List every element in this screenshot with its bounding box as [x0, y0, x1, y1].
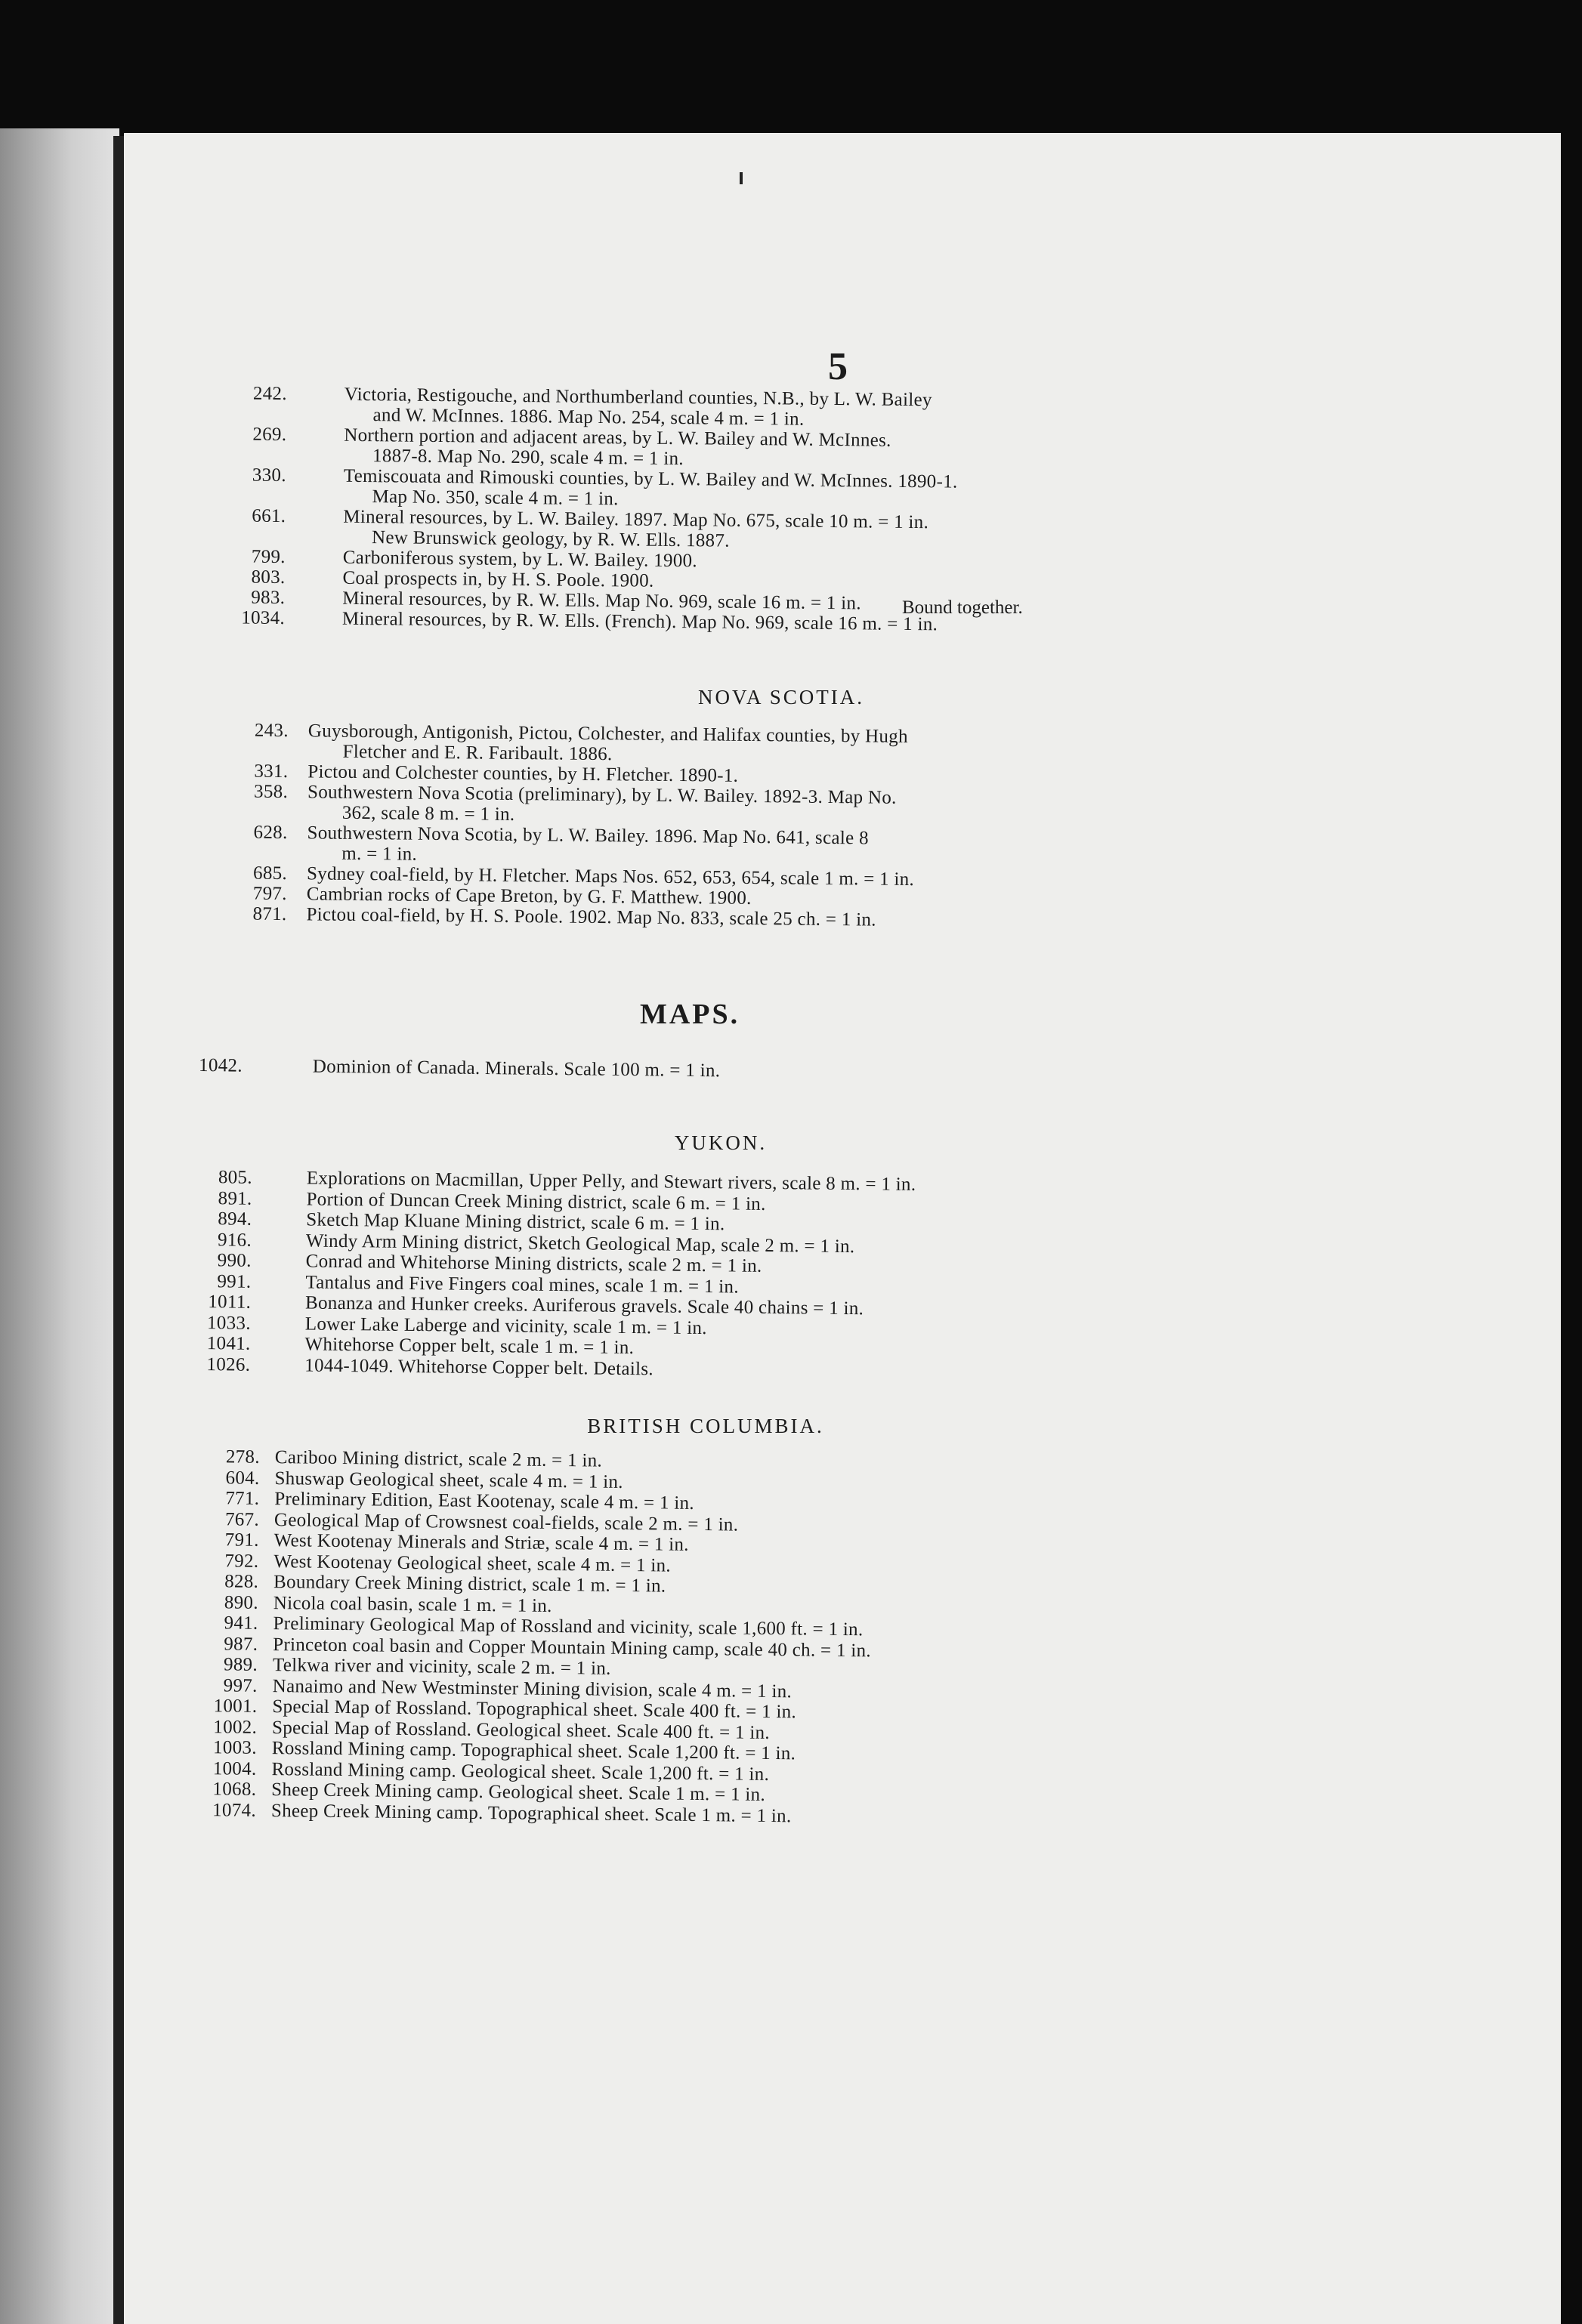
entry-number: 991.: [217, 1270, 252, 1292]
entry-number: 1068.: [212, 1779, 257, 1800]
entry-number: 1002.: [213, 1716, 258, 1738]
entry-number: [234, 403, 287, 404]
entry-text: Preliminary Geological Map of Rossland and vicinity, scale 1,600 ft. = 1 in.: [273, 1613, 864, 1640]
entry-text: Mineral resources, by R. W. Ells. Map No. 969, scale 16 m. = 1 in.: [342, 588, 861, 614]
entry-number: [236, 740, 289, 741]
entry-text: Northern portion and adjacent areas, by L. W. Bailey and W. McInnes.: [344, 424, 891, 451]
entry-number: 1001.: [213, 1696, 258, 1717]
entry-text: Southwestern Nova Scotia (preliminary), by L. W. Bailey. 1892-3. Map No.: [307, 782, 897, 808]
entry-text: Special Map of Rossland. Topographical sheet. Scale 400 ft. = 1 in.: [272, 1696, 797, 1723]
entry-text: Mineral resources, by R. W. Ells. (French). Map No. 969, scale 16 m. = 1 in.: [341, 608, 938, 635]
entry-text: Temiscouata and Rimouski counties, by L. W. Bailey and W. McInnes. 1890-1.: [343, 465, 958, 492]
entry-text: Cariboo Mining district, scale 2 m. = 1 in.: [274, 1447, 603, 1471]
entry-text: 1887-8. Map No. 290, scale 4 m. = 1 in.: [372, 446, 684, 470]
entry-text: Windy Arm Mining district, Sketch Geological Map, scale 2 m. = 1 in.: [305, 1230, 855, 1257]
maps-heading: MAPS.: [640, 998, 740, 1030]
entry-number: 771.: [225, 1488, 260, 1509]
entry-text: 362, scale 8 m. = 1 in.: [341, 802, 515, 825]
entry-number: [235, 801, 288, 802]
entry-number: 1004.: [212, 1758, 257, 1779]
entry-number: 797.: [252, 883, 287, 905]
entry-text: Map No. 350, scale 4 m. = 1 in.: [372, 486, 619, 510]
entry-text: Bonanza and Hunker creeks. Auriferous gravels. Scale 40 chains = 1 in.: [304, 1292, 864, 1319]
entry-text: Coal prospects in, by H. S. Poole. 1900.: [342, 567, 654, 591]
entry-text: Victoria, Restigouche, and Northumberland counties, N.B., by L. W. Bailey: [344, 384, 932, 411]
entry-number: 987.: [224, 1633, 258, 1655]
entry-text: Pictou coal-field, by H. S. Poole. 1902. Map No. 833, scale 25 ch. = 1 in.: [306, 904, 876, 931]
entry-number: 1003.: [212, 1737, 257, 1758]
entry-number: 1041.: [206, 1333, 251, 1354]
entry-number: 941.: [224, 1613, 258, 1634]
entry-text: Shuswap Geological sheet, scale 4 m. = 1 in.: [274, 1468, 623, 1492]
entry-text: Princeton coal basin and Copper Mountain Mining camp, scale 40 ch. = 1 in.: [273, 1634, 872, 1661]
entry-number: 1042.: [198, 1055, 243, 1076]
entry-text: Sheep Creek Mining camp. Topographical sheet. Scale 1 m. = 1 in.: [270, 1800, 792, 1826]
entry-number: 1033.: [206, 1312, 251, 1334]
entry-text: Explorations on Macmillan, Upper Pelly, and Stewart rivers, scale 8 m. = 1 in.: [306, 1168, 916, 1195]
entry-number: 894.: [218, 1208, 252, 1230]
entry-number: 269.: [252, 424, 287, 446]
entry-text: Southwestern Nova Scotia, by L. W. Bailey. 1896. Map No. 641, scale 8: [307, 823, 869, 849]
entry-number: 805.: [218, 1167, 252, 1188]
entry-text: Sheep Creek Mining camp. Geological sheet. Scale 1 m. = 1 in.: [271, 1779, 766, 1805]
yukon-list: [122, 1166, 1561, 1389]
entry-text: Geological Map of Crowsnest coal-fields, scale 2 m. = 1 in.: [273, 1509, 739, 1535]
entry-number: 891.: [218, 1187, 252, 1209]
nb-list: [122, 382, 1561, 640]
entry-text: Sketch Map Kluane Mining district, scale 6 m. = 1 in.: [306, 1209, 725, 1235]
entry-number: 871.: [252, 903, 287, 925]
entry-number: 685.: [252, 863, 288, 884]
entry-number: 916.: [217, 1229, 252, 1251]
entry-text: Nanaimo and New Westminster Mining division, scale 4 m. = 1 in.: [272, 1675, 793, 1702]
entry-number: 1034.: [241, 607, 286, 629]
entry-number: 828.: [224, 1571, 259, 1592]
entry-text: Carboniferous system, by L. W. Bailey. 1900.: [342, 547, 698, 572]
entry-text: Boundary Creek Mining district, scale 1 m. = 1 in.: [273, 1572, 666, 1597]
entry-number: 628.: [253, 822, 288, 844]
entry-number: 243.: [254, 720, 289, 742]
entry-text: Pictou and Colchester counties, by H. Fletcher. 1890-1.: [307, 761, 739, 786]
entry-number: 661.: [252, 505, 286, 527]
entry-number: 989.: [223, 1654, 258, 1675]
entry-number: 242.: [252, 383, 287, 405]
yukon-heading: YUKON.: [674, 1131, 768, 1154]
adjacent-page-edge: [0, 128, 119, 2324]
entry-number: 983.: [251, 587, 286, 609]
entry-text: Mineral resources, by L. W. Bailey. 1897. Map No. 675, scale 10 m. = 1 in.: [343, 506, 929, 533]
entry-number: 799.: [251, 546, 286, 568]
list-entry: [124, 1054, 1561, 1090]
entry-number: 278.: [225, 1446, 260, 1468]
entry-text: Special Map of Rossland. Geological sheet. Scale 400 ft. = 1 in.: [271, 1717, 771, 1743]
entry-text: New Brunswick geology, by R. W. Ells. 1887.: [371, 527, 730, 551]
entry-text: m. = 1 in.: [341, 843, 418, 865]
entry-text: Telkwa river and vicinity, scale 2 m. = 1 in.: [272, 1655, 611, 1679]
british-columbia-heading: BRITISH COLUMBIA.: [587, 1415, 824, 1437]
entry-text: West Kootenay Geological sheet, scale 4 m. = 1 in.: [273, 1551, 672, 1576]
entry-text: 1044-1049. Whitehorse Copper belt. Details.: [304, 1355, 654, 1379]
british-columbia-list: [120, 1446, 1561, 1835]
entry-number: 358.: [254, 781, 289, 803]
entry-number: 792.: [224, 1550, 259, 1572]
entry-text: Whitehorse Copper belt, scale 1 m. = 1 in.: [304, 1334, 635, 1359]
entry-text: West Kootenay Minerals and Striæ, scale 4 m. = 1 in.: [273, 1530, 689, 1555]
entry-text: Rossland Mining camp. Geological sheet. Scale 1,200 ft. = 1 in.: [271, 1758, 770, 1785]
entry-number: [233, 485, 286, 486]
entry-number: 1011.: [208, 1292, 252, 1313]
entry-number: 1074.: [212, 1799, 257, 1821]
entry-text: Sydney coal-field, by H. Fletcher. Maps Nos. 652, 653, 654, scale 1 m. = 1 in.: [306, 863, 915, 890]
entry-text: Preliminary Edition, East Kootenay, scale 4 m. = 1 in.: [274, 1489, 695, 1514]
entry-number: 990.: [217, 1250, 252, 1271]
entry-number: [233, 444, 286, 445]
entry-number: 890.: [224, 1591, 258, 1613]
entry-text: Lower Lake Laberge and vicinity, scale 1 m. = 1 in.: [304, 1313, 707, 1338]
entry-number: 791.: [224, 1529, 259, 1551]
entry-text: Guysborough, Antigonish, Pictou, Colchester, and Halifax counties, by Hugh: [307, 721, 908, 747]
entry-text: and W. McInnes. 1886. Map No. 254, scale 4 m. = 1 in.: [372, 405, 805, 430]
entry-text: Dominion of Canada. Minerals. Scale 100 m. = 1 in.: [312, 1056, 721, 1082]
page-gutter: [113, 136, 124, 2324]
entry-text: Rossland Mining camp. Topographical sheet. Scale 1,200 ft. = 1 in.: [271, 1738, 796, 1764]
scanned-page: [124, 133, 1561, 2324]
ink-mark: [740, 172, 743, 184]
entry-number: 767.: [224, 1508, 260, 1530]
entry-number: 1026.: [206, 1353, 251, 1375]
maps-list: [124, 1054, 1561, 1090]
entry-text: Tantalus and Five Fingers coal mines, scale 1 m. = 1 in.: [305, 1272, 740, 1298]
nova-scotia-heading: NOVA SCOTIA.: [697, 686, 865, 708]
entry-text: Fletcher and E. R. Faribault. 1886.: [342, 741, 613, 765]
entry-number: 997.: [223, 1674, 258, 1696]
page-number: 5: [828, 345, 848, 388]
entry-text: Portion of Duncan Creek Mining district, scale 6 m. = 1 in.: [306, 1189, 766, 1214]
entry-number: 803.: [251, 566, 286, 588]
nova-scotia-list: [122, 719, 1561, 937]
entry-number: 330.: [252, 464, 286, 486]
entry-number: [234, 842, 287, 843]
entry-number: 604.: [225, 1467, 260, 1489]
entry-text: Cambrian rocks of Cape Breton, by G. F. Matthew. 1900.: [306, 884, 752, 909]
entry-text: Conrad and Whitehorse Mining districts, scale 2 m. = 1 in.: [305, 1251, 762, 1276]
entry-number: 331.: [254, 761, 289, 782]
bracket-note: Bound together.: [902, 597, 1023, 618]
entry-text: Nicola coal basin, scale 1 m. = 1 in.: [273, 1592, 552, 1616]
